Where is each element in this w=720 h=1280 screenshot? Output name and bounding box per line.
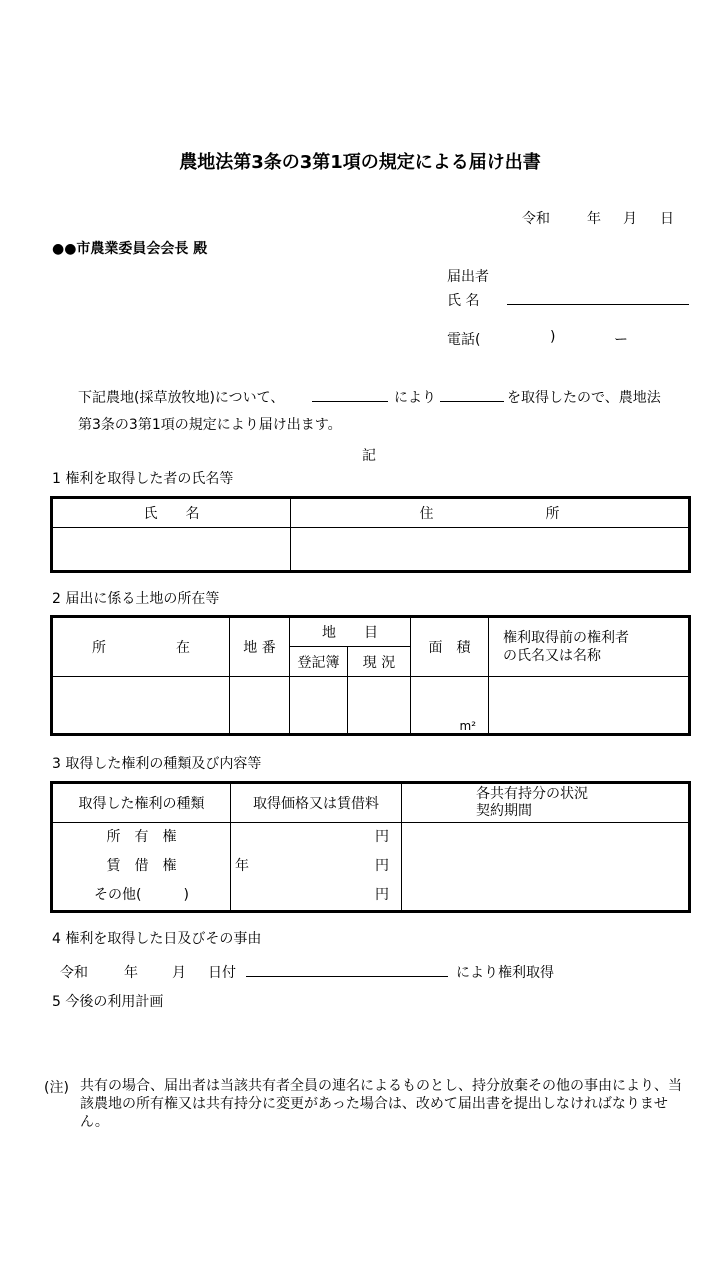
- col-address-header: 住 所: [291, 498, 690, 528]
- col-share-header: [402, 783, 690, 823]
- section2-table: [50, 615, 691, 736]
- area-unit: m²: [459, 719, 476, 733]
- applicant-label: 届出者: [447, 269, 489, 285]
- col-type-header: 取得した権利の種類: [52, 783, 231, 823]
- col-current-header: 現 況: [348, 647, 411, 677]
- type-lease: 賃 借 権: [106, 858, 177, 874]
- yen-ownership: 円: [375, 829, 389, 845]
- share-cell[interactable]: [402, 823, 690, 912]
- prior-holder-cell[interactable]: [489, 677, 690, 735]
- section3-table: [50, 781, 691, 913]
- section4-year: 年: [124, 965, 138, 981]
- intro-line2: 第3条の3第1項の規定により届け出ます。: [78, 417, 342, 433]
- area-cell[interactable]: [411, 677, 489, 735]
- col-location-header: 所 在: [52, 617, 230, 677]
- prior-holder-line2: の氏名又は名称: [503, 648, 601, 664]
- phone-dash: ー: [614, 332, 628, 348]
- reason-blank[interactable]: [246, 976, 448, 977]
- phone-paren-close: ): [550, 329, 556, 345]
- intro-blank-2[interactable]: [440, 401, 504, 402]
- section1-heading: 1 権利を取得した者の氏名等: [52, 471, 234, 487]
- location-cell[interactable]: [52, 677, 230, 735]
- price-prefix-lease: 年: [235, 858, 249, 874]
- note-marker: (注): [44, 1080, 69, 1096]
- applicant-name-line[interactable]: [507, 304, 689, 305]
- section4-month: 月: [172, 965, 186, 981]
- addressee: ●●市農業委員会会長 殿: [52, 241, 208, 257]
- applicant-name-label: 氏 名: [447, 293, 480, 309]
- col-lot-header: 地 番: [230, 617, 290, 677]
- name-cell[interactable]: [52, 528, 291, 572]
- share-line1: 各共有持分の状況: [476, 786, 588, 802]
- col-area-header: 面 積: [411, 617, 489, 677]
- section4-era: 令和: [60, 965, 88, 981]
- price-row-other: [231, 881, 401, 910]
- note-text: 共有の場合、届出者は当該共有者全員の連名によるものとし、持分放棄その他の事由により、当該農地の所有権又は共有持分に変更があった場合は、改めて届出書を提出しなければなりません。: [80, 1078, 682, 1130]
- section1-table: [50, 496, 691, 573]
- document-title: 農地法第3条の3第1項の規定による届け出書: [179, 152, 541, 173]
- date-month: 月: [623, 211, 637, 227]
- address-cell[interactable]: [291, 528, 690, 572]
- col-chimoku-header: 地 目: [290, 617, 411, 647]
- yen-lease: 円: [375, 858, 389, 874]
- intro-part3: を取得したので、農地法: [507, 390, 661, 406]
- intro-part1: 下記農地(採草放牧地)について、: [78, 390, 285, 406]
- date-year: 年: [587, 211, 601, 227]
- price-row-ownership: [231, 823, 401, 852]
- type-ownership: 所 有 権: [106, 829, 177, 845]
- intro-blank-1[interactable]: [312, 401, 388, 402]
- section5-heading: 5 今後の利用計画: [52, 994, 164, 1010]
- lot-cell[interactable]: [230, 677, 290, 735]
- intro-part2: により: [394, 390, 436, 406]
- section4-suffix: により権利取得: [456, 965, 554, 981]
- col-name-header: 氏 名: [52, 498, 291, 528]
- section2-heading: 2 届出に係る土地の所在等: [52, 591, 220, 607]
- col-prior-holder-header: [489, 617, 690, 677]
- ki-marker: 記: [362, 448, 376, 464]
- date-era: 令和: [522, 211, 550, 227]
- type-other: その他( ): [94, 887, 189, 903]
- current-cell[interactable]: [348, 677, 411, 735]
- section4-day-suffix: 日付: [208, 965, 236, 981]
- type-cell: [52, 823, 231, 912]
- price-cell[interactable]: [231, 823, 402, 912]
- yen-other: 円: [375, 887, 389, 903]
- share-line2: 契約期間: [476, 803, 532, 819]
- col-registry-header: 登記簿: [290, 647, 348, 677]
- registry-cell[interactable]: [290, 677, 348, 735]
- col-price-header: 取得価格又は賃借料: [231, 783, 402, 823]
- price-row-lease: [231, 852, 401, 881]
- prior-holder-line1: 権利取得前の権利者: [503, 630, 629, 646]
- section4-heading: 4 権利を取得した日及びその事由: [52, 931, 262, 947]
- phone-label: 電話(: [447, 332, 481, 348]
- section3-heading: 3 取得した権利の種類及び内容等: [52, 756, 262, 772]
- date-day: 日: [660, 211, 674, 227]
